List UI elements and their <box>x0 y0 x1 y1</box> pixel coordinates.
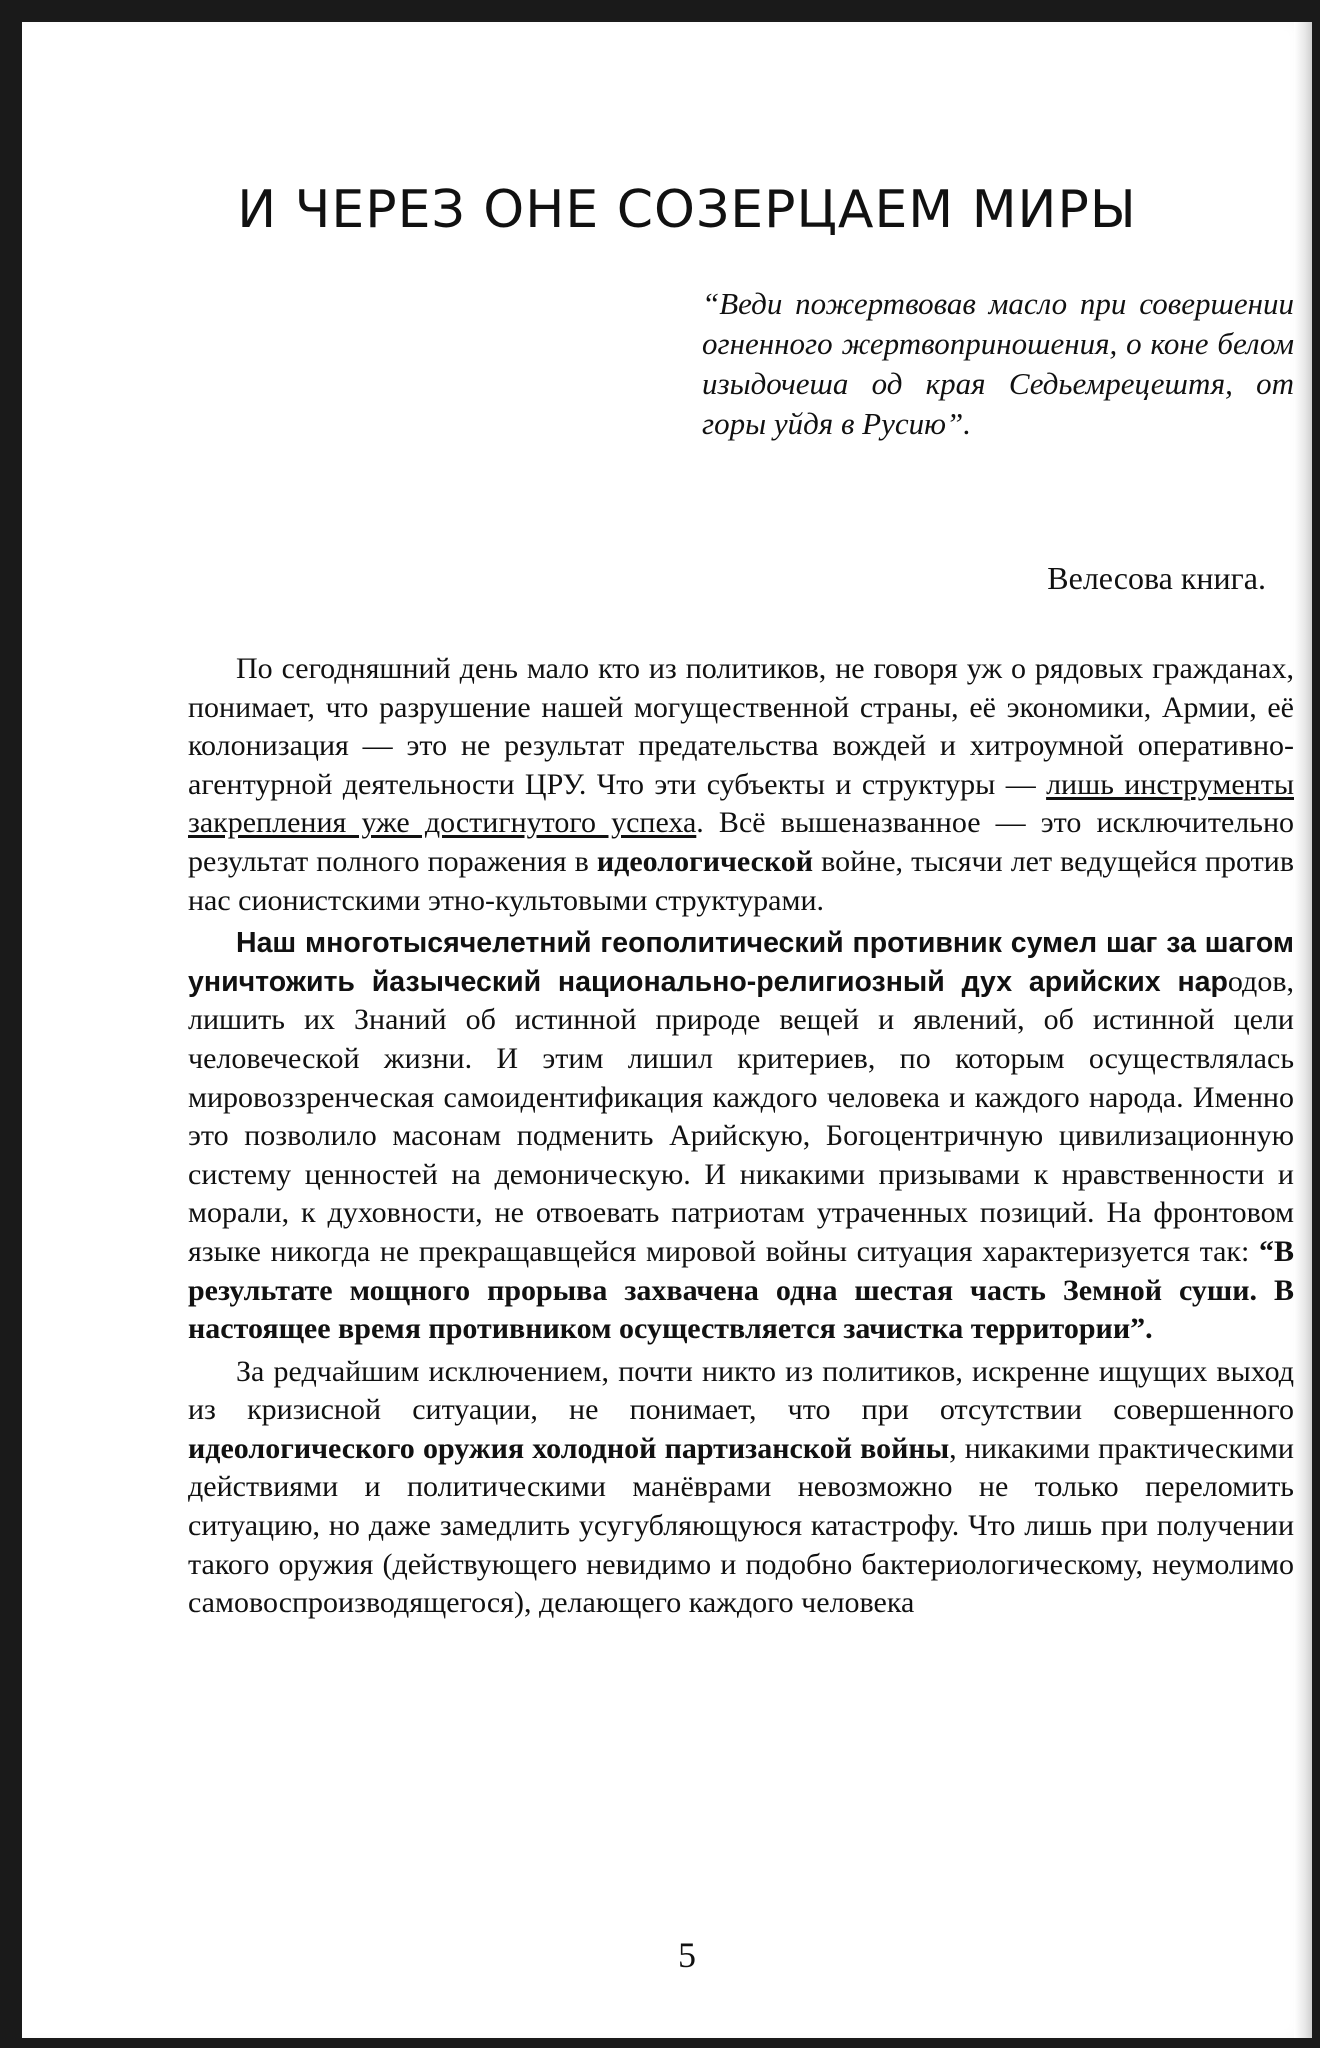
paragraph-2 <box>188 924 1294 1349</box>
paragraph-1-text-c: войне, тысячи лет ведущейся против нас сионистскими этно-культовыми структурами. <box>188 844 1294 917</box>
paragraph-1-bold: идеологической <box>596 844 814 878</box>
paragraph-3-text-a: За редчайшим исключением, почти никто из политиков, искренне ищущих выход из кризисной ситуации, не понимает, что при отсутствии совершенного <box>188 1354 1294 1427</box>
paragraph-2-quote: “В результате мощного прорыва захвачена одна шестая часть Земной суши. В настоящее время противником осуществляется зачистка территории”. <box>188 1234 1294 1346</box>
body-text <box>188 650 1294 1627</box>
paragraph-1 <box>188 650 1294 920</box>
paragraph-2-text-a: одов, лишить их Знаний об истинной природе вещей и явлений, об истинной цели человеческой жизни. И этим лишил критериев, по которым осуществлялась мировоззренческая самоидентификация каждого человека и каждого народа. Именно это позволило масонам подменить Арийскую, Богоцентричную цивилизационную систему ценностей на демоническую. И никакими призывами к нравственности и морали, к духовности, не отвоевать патриотам утраченных позиций. На фронтовом языке никогда не прекращавщейся мировой войны ситуация характеризуется так: <box>188 964 1294 1268</box>
page-edge-shadow <box>1294 22 1312 2038</box>
page-number: 5 <box>678 1935 696 1975</box>
paragraph-3 <box>188 1353 1294 1623</box>
epigraph-quote: “Веди пожертвовав масло при совершении огненного жертвоприношения, о коне белом изыдочеша од края Седьемрецештя, от горы уйдя в Русию”. <box>702 286 1294 441</box>
paragraph-1-underlined: лишь инструменты закрепления уже достигнутого успеха <box>188 767 1294 840</box>
paragraph-3-bold: идеологического оружия холодной партизанской войны <box>188 1431 950 1465</box>
epigraph-source: Велесова книга. <box>1047 560 1266 596</box>
paragraph-2-sans-bold: Наш многотысячелетний геополитический противник сумел шаг за шагом уничтожить йазыческий национально-религиозный дух арийских нар <box>188 927 1294 998</box>
paragraph-1-text-b: . Всё вышеназванное — это исключительно результат полного поражения в <box>188 806 1294 878</box>
paragraph-1-text-a: По сегодняшний день мало кто из политиков, не говоря уж о рядовых гражданах, понимает, что разрушение нашей могущественной страны, её экономики, Армии, её колонизация — это не результат предательства вождей и хитроумной оперативно-агентурной деятельности ЦРУ. Что эти субъекты и структуры — <box>188 652 1294 801</box>
book-page <box>22 22 1312 2038</box>
chapter-title: И ЧЕРЕЗ ОНЕ СОЗЕРЦАЕМ МИРЫ <box>237 180 1137 240</box>
paragraph-3-text-b: , никакими практическими действиями и политическими манёврами невозможно не только переломить ситуацию, но даже замедлить усугубляющуюся катастрофу. Что лишь при получении такого оружия (действующего невидимо и подобно бактериологическому, неумолимо самовоспроизводящегося), делающего каждого человека <box>188 1431 1294 1620</box>
